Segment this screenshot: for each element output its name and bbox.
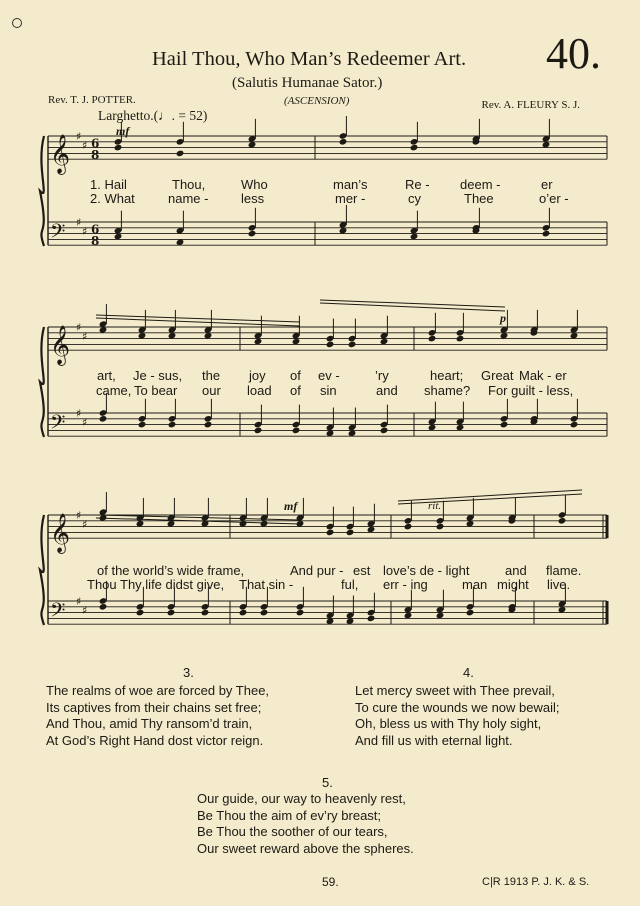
lyric-s3-v2-3: err - ing bbox=[383, 577, 428, 592]
stanza-4 bbox=[355, 683, 560, 749]
treble-clef-1: 𝄞 bbox=[50, 134, 71, 175]
lyric-s2-v1-7: heart; bbox=[430, 368, 464, 383]
lyric-s3-v1-4: and bbox=[505, 563, 527, 578]
notehead-3-1-12-1 bbox=[436, 523, 445, 531]
notehead-2-1-7-1 bbox=[326, 341, 335, 349]
lyric-s3-v1-2: est bbox=[353, 563, 371, 578]
page-number: 59. bbox=[322, 875, 339, 889]
notehead-1-1-5-1 bbox=[410, 144, 419, 152]
lyric-s1-v2-0: 2. What bbox=[90, 191, 135, 206]
copyright-notice: C|R 1913 P. J. K. & S. bbox=[482, 876, 590, 888]
hymn-occasion: (ASCENSION) bbox=[284, 95, 350, 107]
lyric-s3-v2-1: That sin - bbox=[239, 577, 294, 592]
lyric-s2-v1-8: Great bbox=[481, 368, 514, 383]
notehead-3-2-6-1 bbox=[260, 609, 269, 617]
notehead-3-1-11-1 bbox=[404, 523, 413, 531]
lyric-s2-v2-1: To bear bbox=[134, 383, 178, 398]
notehead-3-1-15-1 bbox=[558, 517, 567, 525]
staff-brace-1 bbox=[40, 136, 44, 246]
lyric-s1-v1-1: Thou, bbox=[172, 177, 206, 192]
key-sharp-b-2-1: ♯ bbox=[82, 329, 88, 343]
lyric-s1-v1-6: er bbox=[541, 177, 553, 192]
lyric-s2-v1-9: Mak - er bbox=[519, 368, 567, 383]
key-sharp-a-2-2: ♯ bbox=[76, 407, 82, 421]
lyric-s1-v1-4: Re - bbox=[405, 177, 430, 192]
notehead-2-2-5-1 bbox=[254, 427, 263, 435]
lyric-s1-v2-1: name - bbox=[168, 191, 209, 206]
key-sharp-a-2-1: ♯ bbox=[76, 321, 82, 335]
lyric-s2-v1-4: of bbox=[290, 368, 301, 383]
lyric-s3-v2-2: ful, bbox=[341, 577, 359, 592]
hymn-title: Hail Thou, Who Man’s Redeemer Art. bbox=[152, 48, 467, 70]
notehead-3-2-7-1 bbox=[296, 609, 305, 617]
lyric-s1-v2-5: Thee bbox=[464, 191, 494, 206]
stanza-3-number: 3. bbox=[183, 665, 194, 680]
stanza-4-line-4: And fill us with eternal light. bbox=[355, 732, 513, 748]
time-sig-num-2: 6 bbox=[91, 222, 100, 237]
bass-clef-1: 𝄢 bbox=[50, 219, 66, 248]
lyric-s1-v1-2: Who bbox=[241, 177, 268, 192]
hairpin-upper-2 bbox=[320, 300, 505, 307]
stanza-5-line-3: Be Thou the soother of our tears, bbox=[197, 824, 388, 839]
lyric-s2-v1-0: art, bbox=[97, 368, 116, 383]
key-sharp-b-2-2: ♯ bbox=[82, 415, 88, 429]
notehead-3-1-8-1 bbox=[326, 529, 335, 537]
notehead-3-2-1-1 bbox=[99, 603, 108, 611]
key-sharp-a-1-2: ♯ bbox=[76, 216, 82, 230]
hymn-subtitle: (Salutis Humanae Sator.) bbox=[232, 75, 383, 91]
lyric-s2-v2-4: of bbox=[290, 383, 301, 398]
stanza-5-line-2: Be Thou the aim of ev’ry breast; bbox=[197, 807, 382, 823]
stanza-4-line-3: Oh, bless us with Thy holy sight, bbox=[355, 716, 542, 731]
lyric-s1-v2-6: o’er - bbox=[539, 191, 569, 206]
lyric-s1-v2-2: less bbox=[241, 191, 265, 206]
lyric-s2-v1-3: joy bbox=[249, 368, 266, 383]
notehead-2-2-12-1 bbox=[500, 421, 509, 429]
lyric-s3-v1-3: love’s de - light bbox=[383, 563, 470, 578]
stanza-4-number: 4. bbox=[463, 665, 474, 680]
notehead-1-2-7-1 bbox=[542, 230, 551, 238]
notehead-3-1-9-1 bbox=[346, 529, 355, 537]
notehead-3-2-3-1 bbox=[167, 609, 176, 617]
treble-clef-2: 𝄞 bbox=[50, 325, 71, 366]
dynamic-rit: rit. bbox=[428, 500, 442, 512]
notehead-2-1-8-1 bbox=[348, 341, 357, 349]
notehead-2-2-14-1 bbox=[570, 421, 579, 429]
stanza-5-line-1: Our guide, our way to heavenly rest, bbox=[197, 791, 406, 806]
lyric-s3-v1-5: flame. bbox=[546, 563, 582, 578]
stanza-4-line-1: Let mercy sweet with Thee prevail, bbox=[355, 683, 555, 698]
hymn-author: Rev. T. J. POTTER. bbox=[48, 94, 136, 106]
notehead-2-2-9-1 bbox=[380, 427, 389, 435]
notehead-2-2-1-1 bbox=[99, 415, 108, 423]
key-sharp-a-1-1: ♯ bbox=[76, 130, 82, 144]
lyric-s2-v2-8: For guilt - less, bbox=[488, 383, 574, 398]
time-sig-den-2: 8 bbox=[91, 234, 100, 249]
notehead-2-2-2-1 bbox=[138, 421, 147, 429]
notehead-3-2-4-1 bbox=[201, 609, 210, 617]
time-sig-den-1: 8 bbox=[91, 148, 100, 163]
bass-clef-3: 𝄢 bbox=[50, 598, 66, 627]
staff-brace-2 bbox=[40, 327, 44, 437]
stanza-5-number: 5. bbox=[322, 775, 333, 790]
staff-brace-3 bbox=[40, 515, 44, 625]
stanza-5-line-4: Our sweet reward above the spheres. bbox=[197, 840, 414, 856]
lyric-s2-v2-3: load bbox=[247, 383, 272, 398]
treble-clef-3: 𝄞 bbox=[50, 513, 71, 554]
lyric-s1-v2-4: cy bbox=[408, 191, 421, 206]
key-sharp-a-3-1: ♯ bbox=[76, 509, 82, 523]
time-sig-num-1: 6 bbox=[91, 136, 100, 151]
lyric-s2-v2-0: came, bbox=[96, 383, 132, 398]
key-sharp-b-1-2: ♯ bbox=[82, 224, 88, 238]
hairpin-lower-1 bbox=[96, 318, 300, 326]
notehead-2-2-4-1 bbox=[204, 421, 213, 429]
notehead-2-1-11-1 bbox=[456, 335, 465, 343]
lyric-s1-v1-0: 1. Hail bbox=[90, 177, 127, 192]
bass-clef-2: 𝄢 bbox=[50, 410, 66, 439]
hymn-composer: Rev. A. FLEURY S. J. bbox=[481, 99, 580, 111]
lyric-s2-v2-6: and bbox=[376, 383, 398, 398]
hymn-number: 40. bbox=[546, 29, 601, 78]
lyric-s3-v2-0: Thou Thy life didst give, bbox=[87, 577, 225, 592]
lyric-s2-v2-7: shame? bbox=[424, 383, 471, 398]
notehead-2-2-3-1 bbox=[168, 421, 177, 429]
notehead-2-1-10-1 bbox=[428, 335, 437, 343]
lyric-s2-v1-1: Je - sus, bbox=[133, 368, 183, 383]
lyric-s2-v2-2: our bbox=[202, 383, 221, 398]
lyric-s1-v1-5: deem - bbox=[460, 177, 501, 192]
lyric-s3-v2-4: man bbox=[462, 577, 488, 592]
stanza-4-line-2: To cure the wounds we now bewail; bbox=[355, 699, 560, 715]
lyric-s3-v1-1: And pur - bbox=[290, 563, 344, 578]
dynamic-mf-2: mf bbox=[284, 499, 298, 513]
lyric-s2-v1-6: ’ry bbox=[375, 368, 389, 383]
lyric-s1-v1-3: man’s bbox=[333, 177, 368, 192]
lyric-s3-v2-6: live. bbox=[547, 577, 571, 592]
lyric-s1-v2-3: mer - bbox=[335, 191, 366, 206]
notehead-3-2-13-1 bbox=[466, 609, 475, 617]
key-sharp-a-3-2: ♯ bbox=[76, 595, 82, 609]
stanza-5 bbox=[197, 791, 414, 857]
notehead-1-1-4-1 bbox=[339, 138, 348, 146]
notehead-1-1-1-1 bbox=[114, 144, 123, 152]
key-sharp-b-3-2: ♯ bbox=[82, 603, 88, 617]
dynamic-p: p bbox=[500, 311, 506, 325]
stanza-3-line-1: The realms of woe are forced by Thee, bbox=[46, 683, 270, 698]
notehead-2-2-6-1 bbox=[292, 427, 301, 435]
stanza-3-line-3: And Thou, amid Thy ransom’d train, bbox=[46, 716, 253, 731]
lyric-s3-v2-5: might bbox=[497, 577, 529, 592]
stanza-3-line-4: At God’s Right Hand dost victor reign. bbox=[46, 732, 264, 748]
key-sharp-b-1-1: ♯ bbox=[82, 138, 88, 152]
stanza-3-line-2: Its captives from their chains set free; bbox=[46, 699, 262, 715]
notehead-3-2-10-1 bbox=[367, 615, 376, 623]
notehead-1-2-3-1 bbox=[248, 230, 257, 238]
stanza-3 bbox=[46, 683, 269, 749]
notehead-1-1-2-1 bbox=[176, 150, 185, 158]
key-sharp-b-3-1: ♯ bbox=[82, 517, 88, 531]
lyric-s3-v1-0: of the world’s wide frame, bbox=[97, 563, 245, 578]
lyric-s2-v2-5: sin bbox=[320, 383, 337, 398]
notehead-3-2-2-1 bbox=[136, 609, 145, 617]
lyric-s2-v1-2: the bbox=[202, 368, 221, 383]
lyric-s2-v1-5: ev - bbox=[318, 368, 340, 383]
dynamic-mf-1: mf bbox=[116, 124, 130, 138]
tempo-marking: Larghetto.(♩. = 52) bbox=[98, 108, 208, 123]
hairpin-lower-2 bbox=[320, 303, 505, 311]
notehead-3-2-5-1 bbox=[239, 609, 248, 617]
hairpin-upper-1 bbox=[96, 315, 300, 322]
